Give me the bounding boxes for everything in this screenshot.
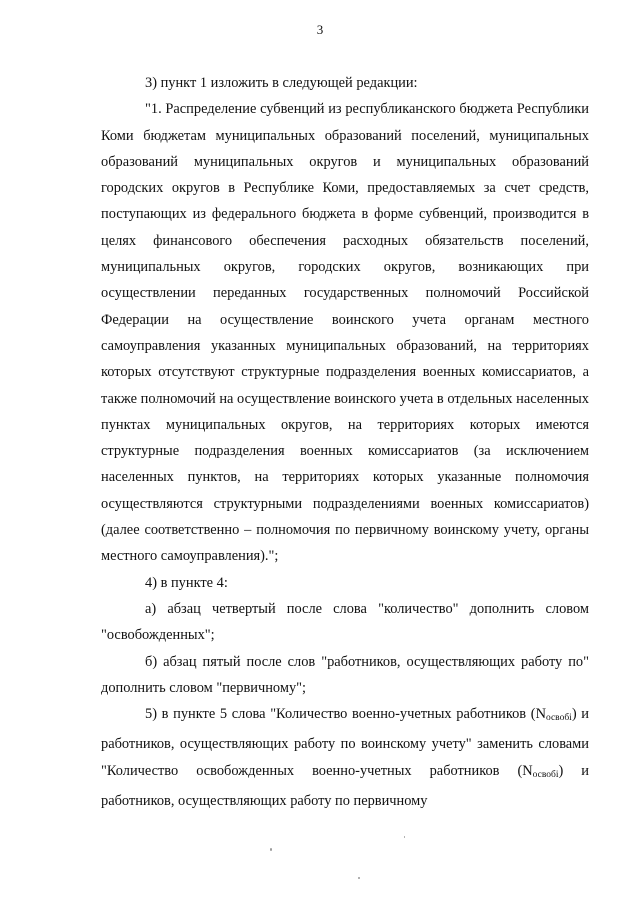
scan-speck [404, 836, 405, 838]
document-body [101, 70, 589, 814]
paragraph-distribution-text: "1. Распределение субвенций из республиканского бюджета Республики Коми бюджетам муниципальных образований поселений, муниципальных образований муниципальных округов и муниципальных образований городских округов в Республике Коми, предоставляемых за счет средств, поступающих из федерального бюджета в форме субвенций, производится в целях финансового обеспечения расходных обязательств поселений, муниципальных округов, городских округов, возникающих при осуществлении переданных государственных полномочий Российской Федерации на осуществление воинского учета органам местного самоуправления указанных муниципальных образований, на территориях которых отсутствуют структурные подразделения военных комиссариатов, а также полномочий на осуществление воинского учета в отдельных населенных пунктах муниципальных округов, на территориях которых имеются структурные подразделения военных комиссариатов (за исключением населенных пунктов, на территориях которых указанные полномочия осуществляются структурными подразделениями военных комиссариатов) (далее соответственно – полномочия по первичному воинскому учету, органы местного самоуправления)."; [101, 101, 589, 565]
paragraph-item-3: 3) пункт 1 изложить в следующей редакции: [145, 75, 418, 91]
item-5-text-part1: 5) в пункте 5 слова "Количество военно-учетных работников (N [145, 706, 546, 723]
subscript-osvob-1: освобi [545, 713, 572, 724]
paragraph-item-5 [101, 701, 589, 814]
paragraph-subitem-a: а) абзац четвертый после слова "количество" дополнить словом "освобожденных"; [101, 600, 589, 644]
paragraph-item-4: 4) в пункте 4: [145, 574, 228, 591]
item-5-text-part3: ) и работников, осуществляющих работу по первичному [101, 762, 589, 810]
paragraph-subitem-b: б) абзац пятый после слов "работников, осуществляющих работу по" дополнить словом "первичному"; [101, 653, 589, 696]
scan-speck [270, 848, 272, 851]
page-number: 3 [316, 22, 324, 37]
scan-speck [358, 877, 360, 879]
item-5-text-part2: ) и работников, осуществляющих работу по воинскому учету" заменить словами "Количество освобожденных военно-учетных работников (N [101, 706, 589, 779]
subscript-osvob-2: освобi [532, 769, 559, 780]
